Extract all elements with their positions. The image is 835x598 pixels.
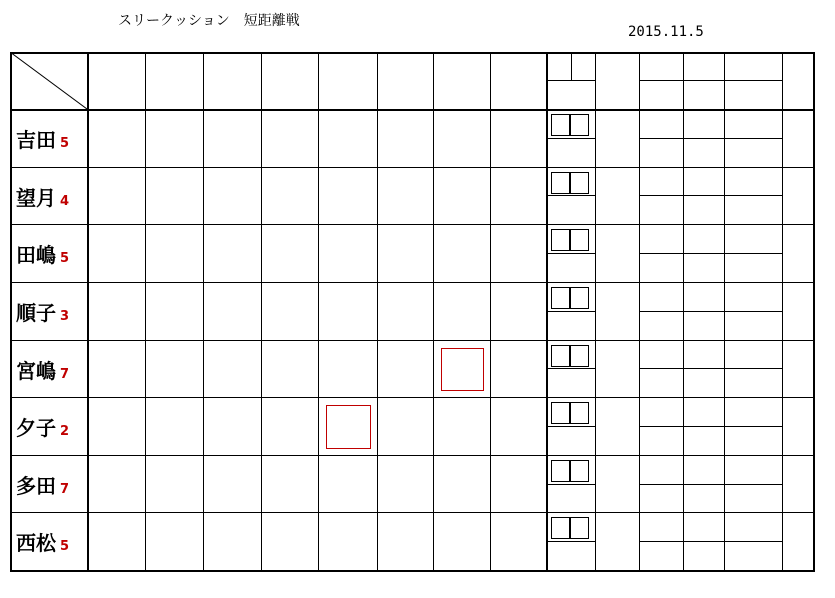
reve-cell	[377, 417, 433, 435]
match-score	[318, 125, 377, 151]
match-score	[377, 182, 433, 208]
stat-ti	[683, 259, 724, 275]
match-score	[377, 528, 433, 554]
grid-line	[724, 80, 782, 81]
header-r	[782, 72, 813, 88]
match-score	[203, 355, 261, 381]
stat-kyu	[724, 547, 782, 563]
match-score	[87, 413, 145, 439]
player-score: 5	[60, 539, 70, 555]
win-points	[595, 528, 639, 554]
highlight-box	[326, 405, 371, 449]
match-score	[261, 355, 318, 381]
record-d	[546, 201, 595, 217]
stat-ti	[683, 490, 724, 506]
record-w	[551, 402, 570, 424]
stat-hr	[639, 288, 683, 304]
match-score	[261, 182, 318, 208]
record-l	[570, 172, 589, 194]
record-l	[570, 517, 589, 539]
column-header-opponent	[490, 70, 546, 90]
match-score	[377, 298, 433, 324]
match-score	[87, 355, 145, 381]
record-d	[546, 374, 595, 390]
grid-line	[683, 253, 724, 254]
reve-cell	[203, 244, 261, 262]
grid-line	[639, 311, 683, 312]
grid-line	[546, 484, 595, 485]
column-header-opponent	[261, 70, 318, 90]
stat-kyu	[724, 259, 782, 275]
column-header-opponent	[87, 70, 145, 90]
grid-line	[10, 52, 815, 54]
stat-bg	[639, 317, 683, 333]
grid-line	[683, 80, 724, 81]
record-l	[570, 287, 589, 309]
stat-bg	[639, 201, 683, 217]
player-name	[16, 527, 69, 556]
grid-line	[10, 109, 815, 111]
grid-line	[10, 340, 815, 341]
column-header-opponent	[377, 70, 433, 90]
stat-ti	[683, 144, 724, 160]
stat-ga	[724, 230, 782, 246]
match-score	[377, 355, 433, 381]
rank	[782, 297, 813, 325]
grid-line	[639, 426, 683, 427]
reve-cell	[87, 129, 145, 147]
grid-line	[10, 397, 815, 398]
stat-hr	[639, 173, 683, 189]
grid-line	[639, 368, 683, 369]
match-score	[490, 240, 546, 266]
stat-hr	[639, 461, 683, 477]
grid-line	[10, 224, 815, 225]
match-score	[145, 298, 203, 324]
match-score	[261, 471, 318, 497]
grid-line	[724, 541, 782, 542]
record-d	[546, 259, 595, 275]
grid-line	[724, 484, 782, 485]
reve-cell	[261, 302, 318, 320]
record-w	[551, 172, 570, 194]
win-points	[595, 471, 639, 497]
player-score: 4	[60, 193, 70, 209]
grid-line	[639, 541, 683, 542]
stat-ga	[724, 346, 782, 362]
match-score	[433, 298, 490, 324]
grid-line	[546, 253, 595, 254]
match-score	[203, 125, 261, 151]
reve-cell	[318, 359, 377, 377]
grid-line	[724, 253, 782, 254]
reve-cell	[490, 532, 546, 550]
match-score	[261, 528, 318, 554]
stat-ga	[724, 461, 782, 477]
player-score: 7	[60, 366, 70, 382]
grid-line	[10, 512, 815, 513]
rank	[782, 527, 813, 555]
record-d	[546, 317, 595, 333]
grid-line	[683, 368, 724, 369]
stat-bg	[639, 432, 683, 448]
grid-line	[683, 484, 724, 485]
win-points	[595, 413, 639, 439]
match-score	[145, 355, 203, 381]
header-d	[546, 87, 595, 103]
rank	[782, 124, 813, 152]
grid-line	[724, 426, 782, 427]
stat-hr	[639, 518, 683, 534]
match-score	[261, 240, 318, 266]
stat-bg	[639, 490, 683, 506]
match-score	[377, 471, 433, 497]
grid-line	[724, 368, 782, 369]
player-name-text: 田嶋	[16, 243, 56, 268]
match-score	[490, 413, 546, 439]
stat-hr	[639, 115, 683, 131]
stat-kyu	[724, 374, 782, 390]
match-score	[377, 240, 433, 266]
record-l	[570, 229, 589, 251]
column-header-opponent	[145, 70, 203, 90]
header-wp	[595, 72, 639, 88]
record-d	[546, 432, 595, 448]
grid-line	[683, 311, 724, 312]
stat-kyu	[724, 317, 782, 333]
grid-line	[683, 426, 724, 427]
player-name-text: 望月	[16, 185, 56, 210]
grid-line	[724, 311, 782, 312]
grid-line	[813, 52, 815, 571]
rank	[782, 239, 813, 267]
match-score	[433, 125, 490, 151]
stat-bg	[639, 374, 683, 390]
match-score	[318, 240, 377, 266]
stat-hr	[639, 346, 683, 362]
match-score	[490, 355, 546, 381]
match-score	[145, 125, 203, 151]
header-ga	[724, 58, 782, 74]
grid-line	[10, 570, 815, 572]
win-points	[595, 240, 639, 266]
stat-bg	[639, 547, 683, 563]
grid-line	[683, 195, 724, 196]
record-d	[546, 547, 595, 563]
stat-bg	[639, 259, 683, 275]
record-w	[551, 345, 570, 367]
stat-ga	[724, 288, 782, 304]
grid-line	[546, 138, 595, 139]
match-score	[433, 240, 490, 266]
grid-line	[724, 195, 782, 196]
match-score	[318, 298, 377, 324]
match-score	[433, 528, 490, 554]
player-name	[16, 412, 69, 441]
grid-line	[10, 167, 815, 168]
corner-diagonal	[10, 52, 87, 109]
record-d	[546, 490, 595, 506]
match-score	[145, 240, 203, 266]
player-name	[16, 297, 69, 326]
match-score	[318, 182, 377, 208]
match-score	[490, 182, 546, 208]
reve-cell	[145, 186, 203, 204]
match-score	[433, 182, 490, 208]
match-score	[145, 471, 203, 497]
player-score: 7	[60, 481, 70, 497]
match-score	[87, 182, 145, 208]
stat-ti	[683, 317, 724, 333]
player-name	[16, 124, 69, 153]
match-score	[145, 413, 203, 439]
stat-tp	[683, 403, 724, 419]
header-l	[571, 58, 596, 74]
grid-line	[639, 253, 683, 254]
stat-tp	[683, 173, 724, 189]
match-score	[433, 413, 490, 439]
match-score	[203, 182, 261, 208]
stat-ga	[724, 173, 782, 189]
win-points	[595, 298, 639, 324]
stat-tp	[683, 346, 724, 362]
header-bg	[639, 87, 683, 103]
match-score	[87, 471, 145, 497]
match-score	[377, 125, 433, 151]
match-score	[203, 528, 261, 554]
highlight-box	[441, 348, 484, 392]
stat-bg	[639, 144, 683, 160]
stat-kyu	[724, 201, 782, 217]
stat-ti	[683, 201, 724, 217]
win-points	[595, 125, 639, 151]
column-header-opponent	[433, 70, 490, 90]
match-score	[261, 125, 318, 151]
column-header-opponent	[318, 70, 377, 90]
player-name-text: 西松	[16, 531, 56, 556]
sheet-title: スリークッション 短距離戦	[118, 13, 300, 29]
player-name	[16, 470, 69, 499]
rank	[782, 354, 813, 382]
record-l	[570, 460, 589, 482]
record-w	[551, 460, 570, 482]
player-name-text: 吉田	[16, 128, 56, 152]
match-score	[490, 471, 546, 497]
match-score	[318, 528, 377, 554]
stat-kyu	[724, 490, 782, 506]
record-w	[551, 287, 570, 309]
stat-ga	[724, 518, 782, 534]
match-score	[87, 298, 145, 324]
match-score	[490, 125, 546, 151]
grid-line	[683, 541, 724, 542]
match-score	[87, 528, 145, 554]
player-score: 2	[60, 424, 70, 440]
reve-cell	[433, 475, 490, 493]
player-score: 5	[60, 251, 70, 267]
record-d	[546, 144, 595, 160]
player-name-text: 多田	[16, 473, 56, 498]
stat-tp	[683, 288, 724, 304]
record-l	[570, 345, 589, 367]
rank	[782, 181, 813, 209]
stat-hr	[639, 403, 683, 419]
match-score	[145, 528, 203, 554]
grid-line	[546, 311, 595, 312]
record-w	[551, 114, 570, 136]
grid-line	[10, 282, 815, 283]
match-score	[261, 413, 318, 439]
grid-line	[639, 138, 683, 139]
player-name-text: 順子	[16, 300, 56, 325]
stat-kyu	[724, 144, 782, 160]
header-hr	[639, 58, 683, 74]
stat-ti	[683, 374, 724, 390]
grid-line	[683, 138, 724, 139]
match-score	[203, 471, 261, 497]
stat-tp	[683, 461, 724, 477]
player-score: 5	[60, 136, 70, 151]
grid-line	[546, 426, 595, 427]
grid-line	[639, 195, 683, 196]
header-tp	[683, 58, 724, 74]
record-w	[551, 517, 570, 539]
grid-line	[639, 484, 683, 485]
stat-ga	[724, 403, 782, 419]
grid-line	[10, 52, 12, 571]
grid-line	[546, 368, 595, 369]
win-points	[595, 182, 639, 208]
sheet-date: 2015.11.5	[628, 24, 704, 40]
rank	[782, 470, 813, 498]
grid-line	[10, 455, 815, 456]
match-score	[318, 471, 377, 497]
record-w	[551, 229, 570, 251]
match-score	[203, 298, 261, 324]
stat-tp	[683, 518, 724, 534]
grid-line	[724, 138, 782, 139]
record-l	[570, 402, 589, 424]
match-score	[87, 240, 145, 266]
grid-line	[546, 541, 595, 542]
stat-kyu	[724, 432, 782, 448]
grid-line	[546, 80, 595, 81]
record-l	[570, 114, 589, 136]
rank	[782, 412, 813, 440]
grid-line	[546, 195, 595, 196]
player-score: 3	[60, 308, 70, 324]
stat-hr	[639, 230, 683, 246]
stat-ti	[683, 547, 724, 563]
player-name	[16, 182, 69, 211]
player-name	[16, 239, 69, 268]
header-w	[546, 58, 571, 74]
match-score	[490, 298, 546, 324]
stat-tp	[683, 115, 724, 131]
column-header-opponent	[203, 70, 261, 90]
grid-line	[639, 80, 683, 81]
match-score	[203, 413, 261, 439]
stat-ga	[724, 115, 782, 131]
player-name	[16, 355, 69, 384]
player-name-text: 宮嶋	[16, 358, 56, 383]
player-name-text: 夕子	[16, 416, 56, 441]
stat-ti	[683, 432, 724, 448]
stat-tp	[683, 230, 724, 246]
win-points	[595, 355, 639, 381]
header-ti	[683, 87, 724, 103]
